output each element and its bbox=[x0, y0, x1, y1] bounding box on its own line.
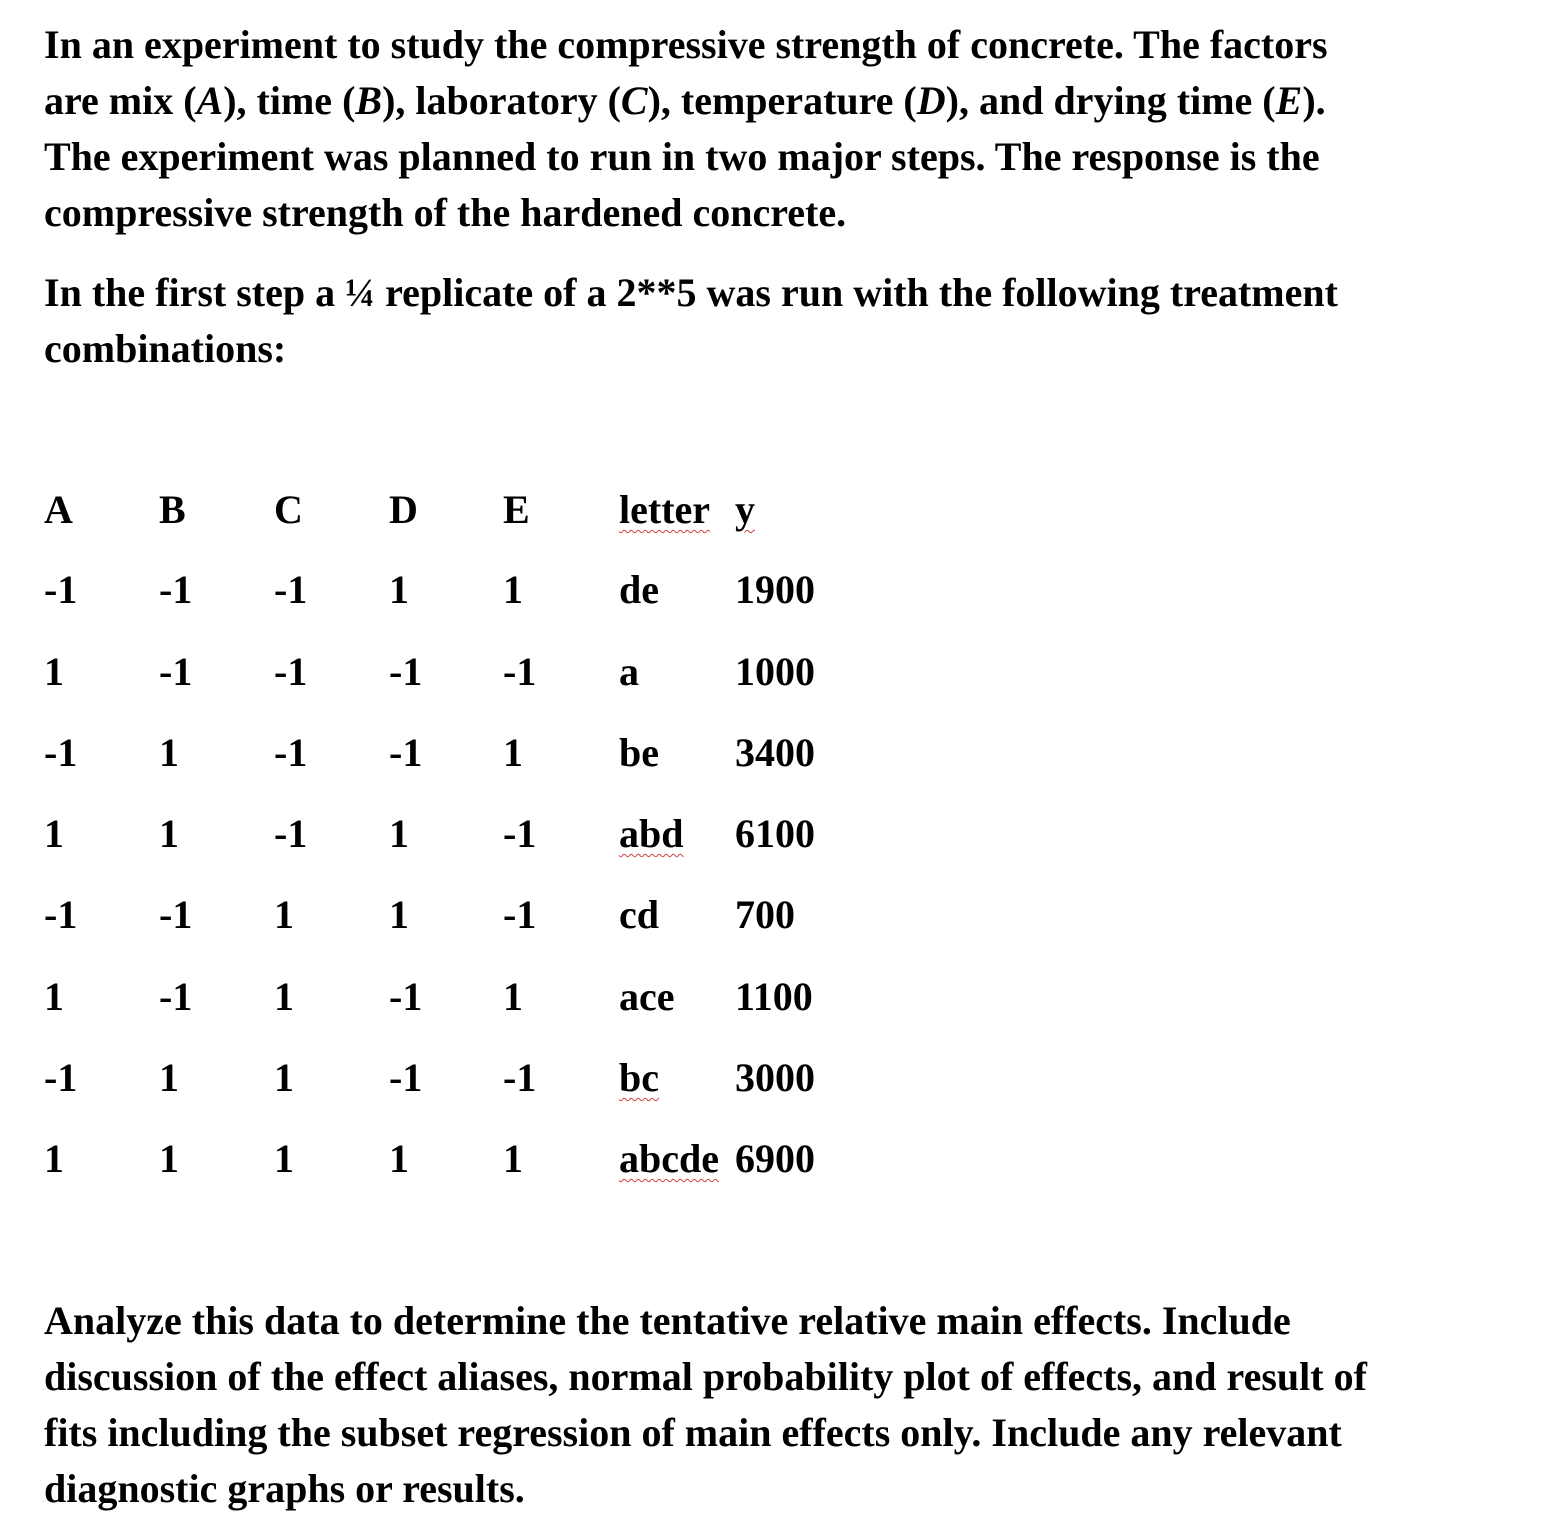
cell-e: -1 bbox=[503, 811, 537, 856]
cell-d: -1 bbox=[389, 1055, 423, 1100]
intro-line-2-mid4: ), and drying time ( bbox=[945, 78, 1276, 123]
cell-a: 1 bbox=[44, 649, 64, 694]
cell-c: -1 bbox=[274, 730, 308, 775]
cell-letter: a bbox=[619, 649, 639, 694]
cell-b: -1 bbox=[159, 892, 193, 937]
cell-e: 1 bbox=[503, 730, 523, 775]
intro-line-2-mid1: ), time ( bbox=[223, 78, 356, 123]
cell-y: 1900 bbox=[735, 567, 815, 612]
cell-b: -1 bbox=[159, 974, 193, 1019]
intro-line-3: The experiment was planned to run in two major steps. The response is the bbox=[44, 134, 1320, 179]
intro-paragraph bbox=[44, 17, 1328, 241]
header-letter: letter bbox=[619, 487, 711, 532]
header-d: D bbox=[389, 487, 418, 532]
cell-c: 1 bbox=[274, 1055, 294, 1100]
cell-d: -1 bbox=[389, 730, 423, 775]
cell-d: 1 bbox=[389, 892, 409, 937]
intro-line-2-pre: are mix ( bbox=[44, 78, 197, 123]
cell-e: 1 bbox=[503, 1136, 523, 1181]
cell-d: -1 bbox=[389, 649, 423, 694]
cell-b: 1 bbox=[159, 811, 179, 856]
intro-line-2-post: ). bbox=[1302, 78, 1326, 123]
task-paragraph bbox=[44, 1293, 1367, 1517]
cell-a: 1 bbox=[44, 811, 64, 856]
factor-c-symbol: C bbox=[620, 78, 648, 123]
cell-c: -1 bbox=[274, 649, 308, 694]
cell-y: 700 bbox=[735, 892, 795, 937]
task-line-3: fits including the subset regression of main effects only. Include any relevant bbox=[44, 1410, 1342, 1455]
cell-a: -1 bbox=[44, 892, 78, 937]
cell-letter: be bbox=[619, 730, 659, 775]
cell-letter: de bbox=[619, 567, 659, 612]
cell-d: -1 bbox=[389, 974, 423, 1019]
intro-line-2 bbox=[44, 73, 1328, 129]
cell-letter: abcde bbox=[619, 1136, 719, 1181]
header-e: E bbox=[503, 487, 530, 532]
cell-b: -1 bbox=[159, 567, 193, 612]
cell-c: -1 bbox=[274, 567, 308, 612]
task-line-4: diagnostic graphs or results. bbox=[44, 1466, 525, 1511]
cell-a: 1 bbox=[44, 974, 64, 1019]
cell-y: 3000 bbox=[735, 1055, 815, 1100]
cell-b: 1 bbox=[159, 730, 179, 775]
header-b: B bbox=[159, 487, 186, 532]
cell-c: 1 bbox=[274, 892, 294, 937]
cell-e: -1 bbox=[503, 649, 537, 694]
cell-e: -1 bbox=[503, 892, 537, 937]
cell-b: 1 bbox=[159, 1136, 179, 1181]
factor-d-symbol: D bbox=[916, 78, 946, 123]
cell-a: -1 bbox=[44, 730, 78, 775]
step1-paragraph bbox=[44, 265, 1338, 377]
cell-c: -1 bbox=[274, 811, 308, 856]
cell-y: 6100 bbox=[735, 811, 815, 856]
intro-line-1: In an experiment to study the compressive strength of concrete. The factors bbox=[44, 22, 1328, 67]
cell-letter: bc bbox=[619, 1055, 659, 1100]
cell-y: 1100 bbox=[735, 974, 813, 1019]
header-a: A bbox=[44, 487, 73, 532]
cell-y: 1000 bbox=[735, 649, 815, 694]
task-line-2: discussion of the effect aliases, normal probability plot of effects, and result of bbox=[44, 1354, 1367, 1399]
step1-line-2: combinations: bbox=[44, 326, 287, 371]
cell-b: -1 bbox=[159, 649, 193, 694]
cell-d: 1 bbox=[389, 811, 409, 856]
cell-e: -1 bbox=[503, 1055, 537, 1100]
cell-d: 1 bbox=[389, 567, 409, 612]
factor-b-symbol: B bbox=[355, 78, 383, 123]
step1-line-1: In the first step a ¼ replicate of a 2**5 was run with the following treatment bbox=[44, 270, 1338, 315]
cell-c: 1 bbox=[274, 974, 294, 1019]
intro-line-4: compressive strength of the hardened concrete. bbox=[44, 190, 847, 235]
cell-letter: ace bbox=[619, 974, 675, 1019]
cell-a: -1 bbox=[44, 567, 78, 612]
cell-y: 6900 bbox=[735, 1136, 815, 1181]
cell-a: 1 bbox=[44, 1136, 64, 1181]
task-line-1: Analyze this data to determine the tentative relative main effects. Include bbox=[44, 1298, 1291, 1343]
cell-e: 1 bbox=[503, 974, 523, 1019]
cell-a: -1 bbox=[44, 1055, 78, 1100]
factor-e-symbol: E bbox=[1275, 78, 1303, 123]
header-y: y bbox=[735, 487, 755, 532]
cell-y: 3400 bbox=[735, 730, 815, 775]
cell-b: 1 bbox=[159, 1055, 179, 1100]
intro-line-2-mid2: ), laboratory ( bbox=[382, 78, 621, 123]
cell-e: 1 bbox=[503, 567, 523, 612]
cell-c: 1 bbox=[274, 1136, 294, 1181]
factor-a-symbol: A bbox=[196, 78, 224, 123]
cell-d: 1 bbox=[389, 1136, 409, 1181]
cell-letter: abd bbox=[619, 811, 684, 856]
cell-letter: cd bbox=[619, 892, 659, 937]
header-c: C bbox=[274, 487, 303, 532]
intro-line-2-mid3: ), temperature ( bbox=[647, 78, 917, 123]
